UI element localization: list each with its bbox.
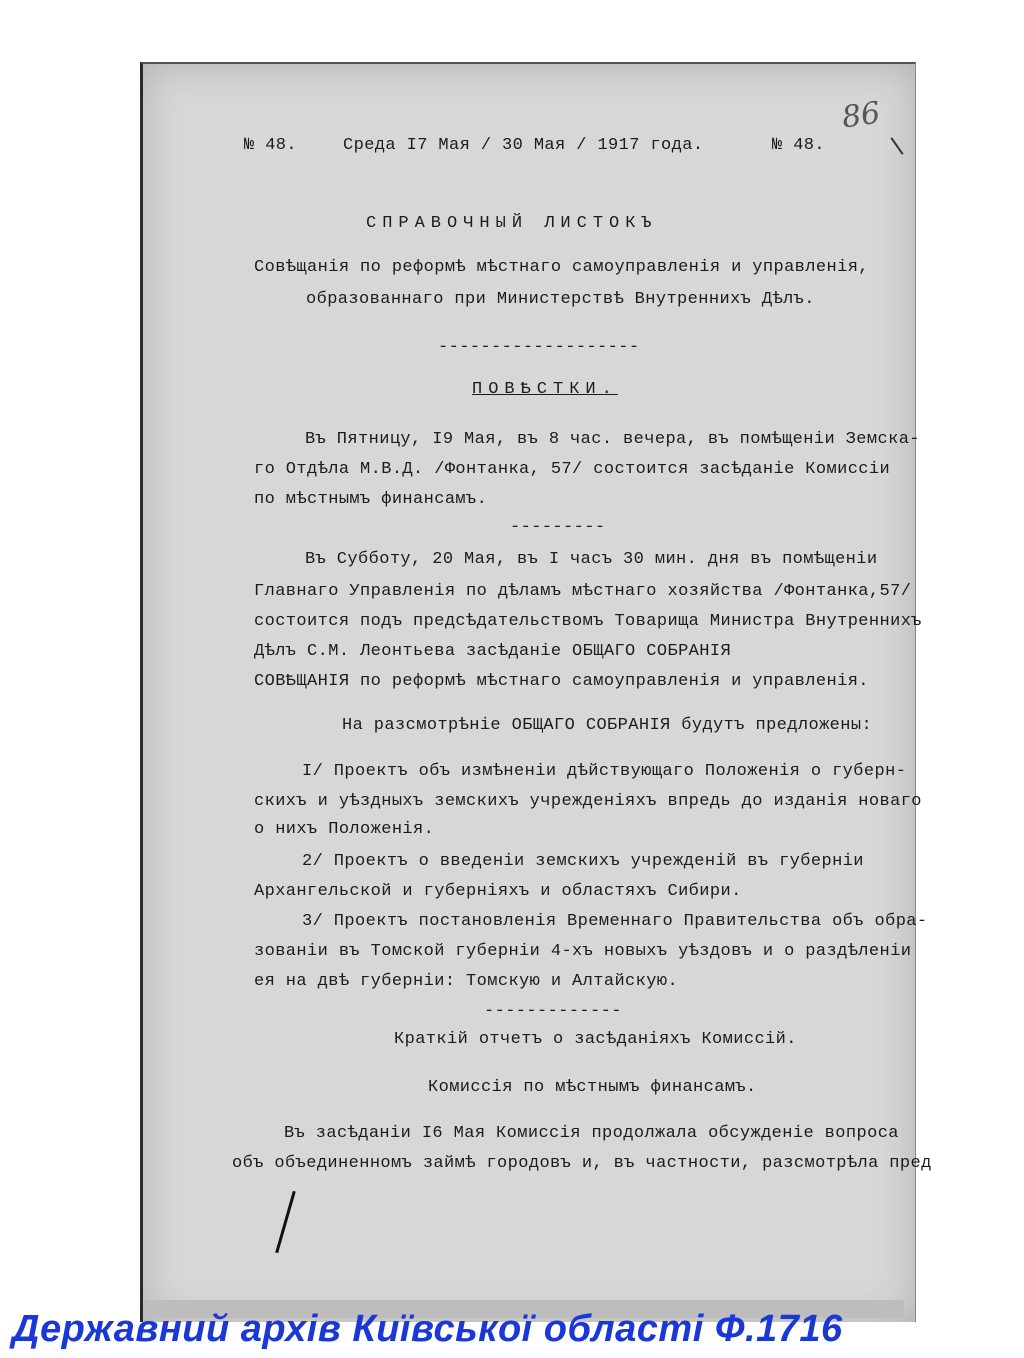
agenda-saturday-line-5: СОВѢЩАНІЯ по реформѣ мѣстнаго самоуправленія и управленія. bbox=[254, 672, 869, 691]
agenda-friday-line-2: го Отдѣла М.В.Д. /Фонтанка, 57/ состоится засѣданіе Комиссіи bbox=[254, 460, 891, 479]
proposal-3-line-3: ея на двѣ губерніи: Томскую и Алтайскую. bbox=[254, 972, 679, 991]
agenda-saturday-line-4: Дѣлъ С.М. Леонтьева засѣданіе ОБЩАГО СОБРАНІЯ bbox=[254, 642, 732, 661]
agenda-heading: ПОВѢСТКИ. bbox=[472, 380, 618, 399]
handwritten-folio-number: 86 bbox=[839, 95, 883, 136]
issue-date: Среда I7 Мая / 30 Мая / 1917 года. bbox=[343, 136, 704, 155]
subtitle-line-1: Совѣщанія по реформѣ мѣстнаго самоуправленія и управленія, bbox=[254, 258, 869, 277]
report-title: Краткій отчетъ о засѣданіяхъ Комиссій. bbox=[394, 1030, 797, 1049]
subtitle-line-2: образованнаго при Министерствѣ Внутреннихъ Дѣлъ. bbox=[306, 290, 815, 309]
document-title: СПРАВОЧНЫЙ ЛИСТОКЪ bbox=[366, 214, 658, 233]
proposal-1-line-3: о нихъ Положенія. bbox=[254, 820, 435, 839]
issue-number-left: № 48. bbox=[244, 136, 298, 155]
archive-watermark: Державний архів Київської області Ф.1716 bbox=[12, 1308, 843, 1350]
proposal-2-line-2: Архангельской и губерніяхъ и областяхъ Сибири. bbox=[254, 882, 742, 901]
report-text-line-2: объ объединенномъ займѣ городовъ и, въ частности, разсмотрѣла пред bbox=[232, 1154, 932, 1173]
commission-title: Комиссія по мѣстнымъ финансамъ. bbox=[428, 1078, 757, 1097]
proposal-2-line-1: 2/ Проектъ о введеніи земскихъ учрежденій въ губерніи bbox=[302, 852, 864, 871]
short-divider: --------- bbox=[510, 518, 606, 537]
proposal-1-line-2: скихъ и уѣздныхъ земскихъ учрежденіяхъ впредь до изданія новаго bbox=[254, 792, 922, 811]
proposals-intro: На разсмотрѣніе ОБЩАГО СОБРАНІЯ будутъ предложены: bbox=[342, 716, 873, 735]
proposal-3-line-2: зованіи въ Томской губерніи 4-хъ новыхъ уѣздовъ и о раздѣленіи bbox=[254, 942, 912, 961]
divider-2: ------------- bbox=[484, 1002, 622, 1021]
proposal-3-line-1: 3/ Проектъ постановленія Временнаго Правительства объ обра- bbox=[302, 912, 928, 931]
agenda-friday-line-1: Въ Пятницу, I9 Мая, въ 8 час. вечера, въ помѣщеніи Земска- bbox=[305, 430, 920, 449]
issue-number-right: № 48. bbox=[772, 136, 826, 155]
agenda-friday-line-3: по мѣстнымъ финансамъ. bbox=[254, 490, 488, 509]
agenda-saturday-line-2: Главнаго Управленія по дѣламъ мѣстнаго хозяйства /Фонтанка,57/ bbox=[254, 582, 912, 601]
report-text-line-1: Въ засѣданіи I6 Мая Комиссія продолжала обсужденіе вопроса bbox=[284, 1124, 899, 1143]
agenda-saturday-line-3: состоится подъ предсѣдательствомъ Товарища Министра Внутреннихъ bbox=[254, 612, 922, 631]
proposal-1-line-1: I/ Проектъ объ измѣненіи дѣйствующаго Положенія о губерн- bbox=[302, 762, 907, 781]
divider: ------------------- bbox=[438, 338, 640, 357]
agenda-saturday-line-1: Въ Субботу, 20 Мая, въ I часъ 30 мин. дня въ помѣщеніи bbox=[305, 550, 878, 569]
